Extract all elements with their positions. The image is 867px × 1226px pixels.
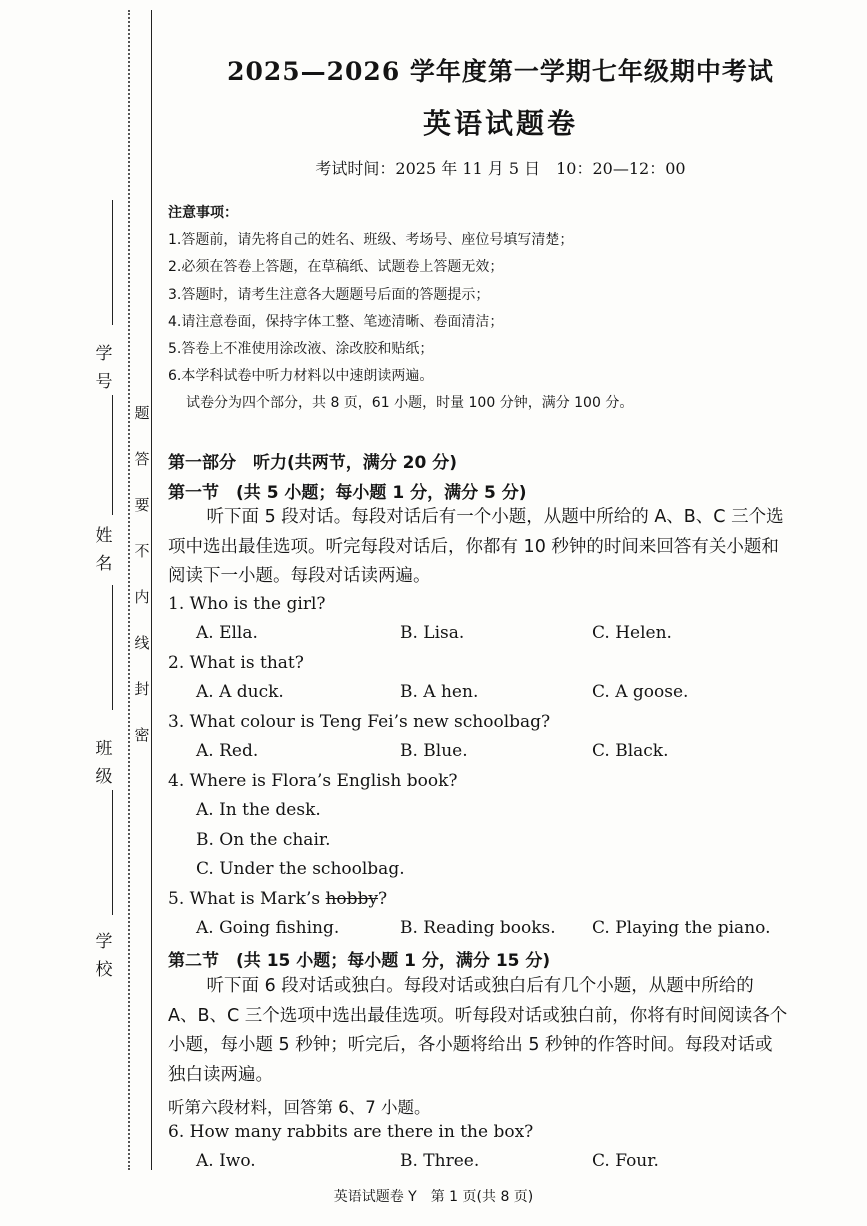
school-label: 学 校 — [95, 932, 113, 980]
name-fill-line[interactable] — [112, 395, 113, 515]
seal-warning-text: 题 答 要 不 内 线 封 密 — [134, 404, 150, 744]
note-item: 4.请注意卷面，保持字体工整、笔迹清晰、卷面清洁； — [168, 313, 504, 330]
option-5b: B. Reading books. — [400, 918, 556, 938]
section2-instructions: 听下面 6 段对话或独白。每段对话或独白后有几个小题，从题中所给的 A、B、C 三个选项中选出最佳选项。听每段对话或独白前，你将有时间阅读各个小题，每小题 5 秒钟；听完后，各小题将给出 5 秒钟的作答时间。每段对话或独白读两遍。 — [168, 976, 788, 1085]
option-2b: B. A hen. — [400, 682, 479, 702]
exam-subtitle: 英语试题卷 — [422, 107, 578, 140]
question-4: 4. Where is Flora’s English book? — [168, 771, 458, 791]
school-fill-line[interactable] — [112, 790, 113, 915]
note-item: 3.答题时，请考生注意各大题题号后面的答题提示； — [168, 286, 490, 303]
note-item: 1.答题前，请先将自己的姓名、班级、考场号、座位号填写清楚； — [168, 232, 574, 249]
question-6: 6. How many rabbits are there in the box? — [168, 1122, 534, 1142]
option-1c: C. Helen. — [592, 623, 672, 643]
page-footer: 英语试题卷 Y 第 1 页(共 8 页) — [333, 1189, 534, 1205]
notes-summary: 试卷分为四个部分，共 8 页，61 小题，时量 100 分钟，满分 100 分。 — [186, 395, 634, 412]
notes-heading: 注意事项： — [168, 205, 238, 221]
question-2: 2. What is that? — [168, 653, 304, 673]
question-1: 1. Who is the girl? — [168, 594, 326, 614]
note-item: 2.必须在答卷上答题，在草稿纸、试题卷上答题无效； — [168, 259, 504, 276]
option-1b: B. Lisa. — [400, 623, 465, 643]
option-6b: B. Three. — [400, 1151, 480, 1171]
option-4b: B. On the chair. — [196, 830, 331, 850]
exam-time: 考试时间：2025 年 11 月 5 日 10：20—12：00 — [315, 159, 686, 178]
material-note: 听第六段材料，回答第 6、7 小题。 — [168, 1098, 431, 1117]
option-2a: A. A duck. — [196, 682, 284, 702]
option-5c: C. Playing the piano. — [592, 918, 771, 938]
section2-heading: 第二节 (共 15 小题；每小题 1 分，满分 15 分) — [168, 951, 551, 971]
section1-heading: 第一节 (共 5 小题；每小题 1 分，满分 5 分) — [168, 483, 527, 503]
option-2c: C. A goose. — [592, 682, 689, 702]
class-fill-line[interactable] — [112, 585, 113, 710]
class-label: 班 级 — [95, 739, 113, 787]
option-3c: C. Black. — [592, 741, 669, 761]
question-5: 5. What is Mark’s hobby? — [168, 889, 388, 909]
note-item: 6.本学科试卷中听力材料以中速朗读两遍。 — [168, 368, 434, 385]
note-item: 5.答卷上不准使用涂改液、涂改胶和贴纸； — [168, 340, 434, 357]
exam-title: 2025—2026 学年度第一学期七年级期中考试 — [227, 57, 774, 86]
question-3: 3. What colour is Teng Fei’s new schoolbag? — [168, 712, 551, 732]
option-3b: B. Blue. — [400, 741, 468, 761]
option-3a: A. Red. — [196, 741, 259, 761]
student-id-label: 学 号 — [95, 344, 113, 392]
option-1a: A. Ella. — [196, 623, 258, 643]
notes-section — [168, 200, 633, 418]
name-label: 姓 名 — [95, 526, 113, 574]
option-4a: A. In the desk. — [196, 800, 321, 820]
option-5a: A. Going fishing. — [196, 918, 340, 938]
option-6a: A. Iwo. — [196, 1151, 256, 1171]
option-4c: C. Under the schoolbag. — [196, 859, 405, 879]
option-6c: C. Four. — [592, 1151, 659, 1171]
section1-instructions: 听下面 5 段对话。每段对话后有一个小题，从题中所给的 A、B、C 三个选项中选出最佳选项。听完每段对话后，你都有 10 秒钟的时间来回答有关小题和阅读下一小题。每段对话读两遍。 — [168, 507, 784, 586]
binding-margin — [0, 0, 160, 1226]
part1-heading: 第一部分 听力(共两节，满分 20 分) — [168, 453, 458, 473]
student-id-fill-line[interactable] — [112, 200, 113, 325]
